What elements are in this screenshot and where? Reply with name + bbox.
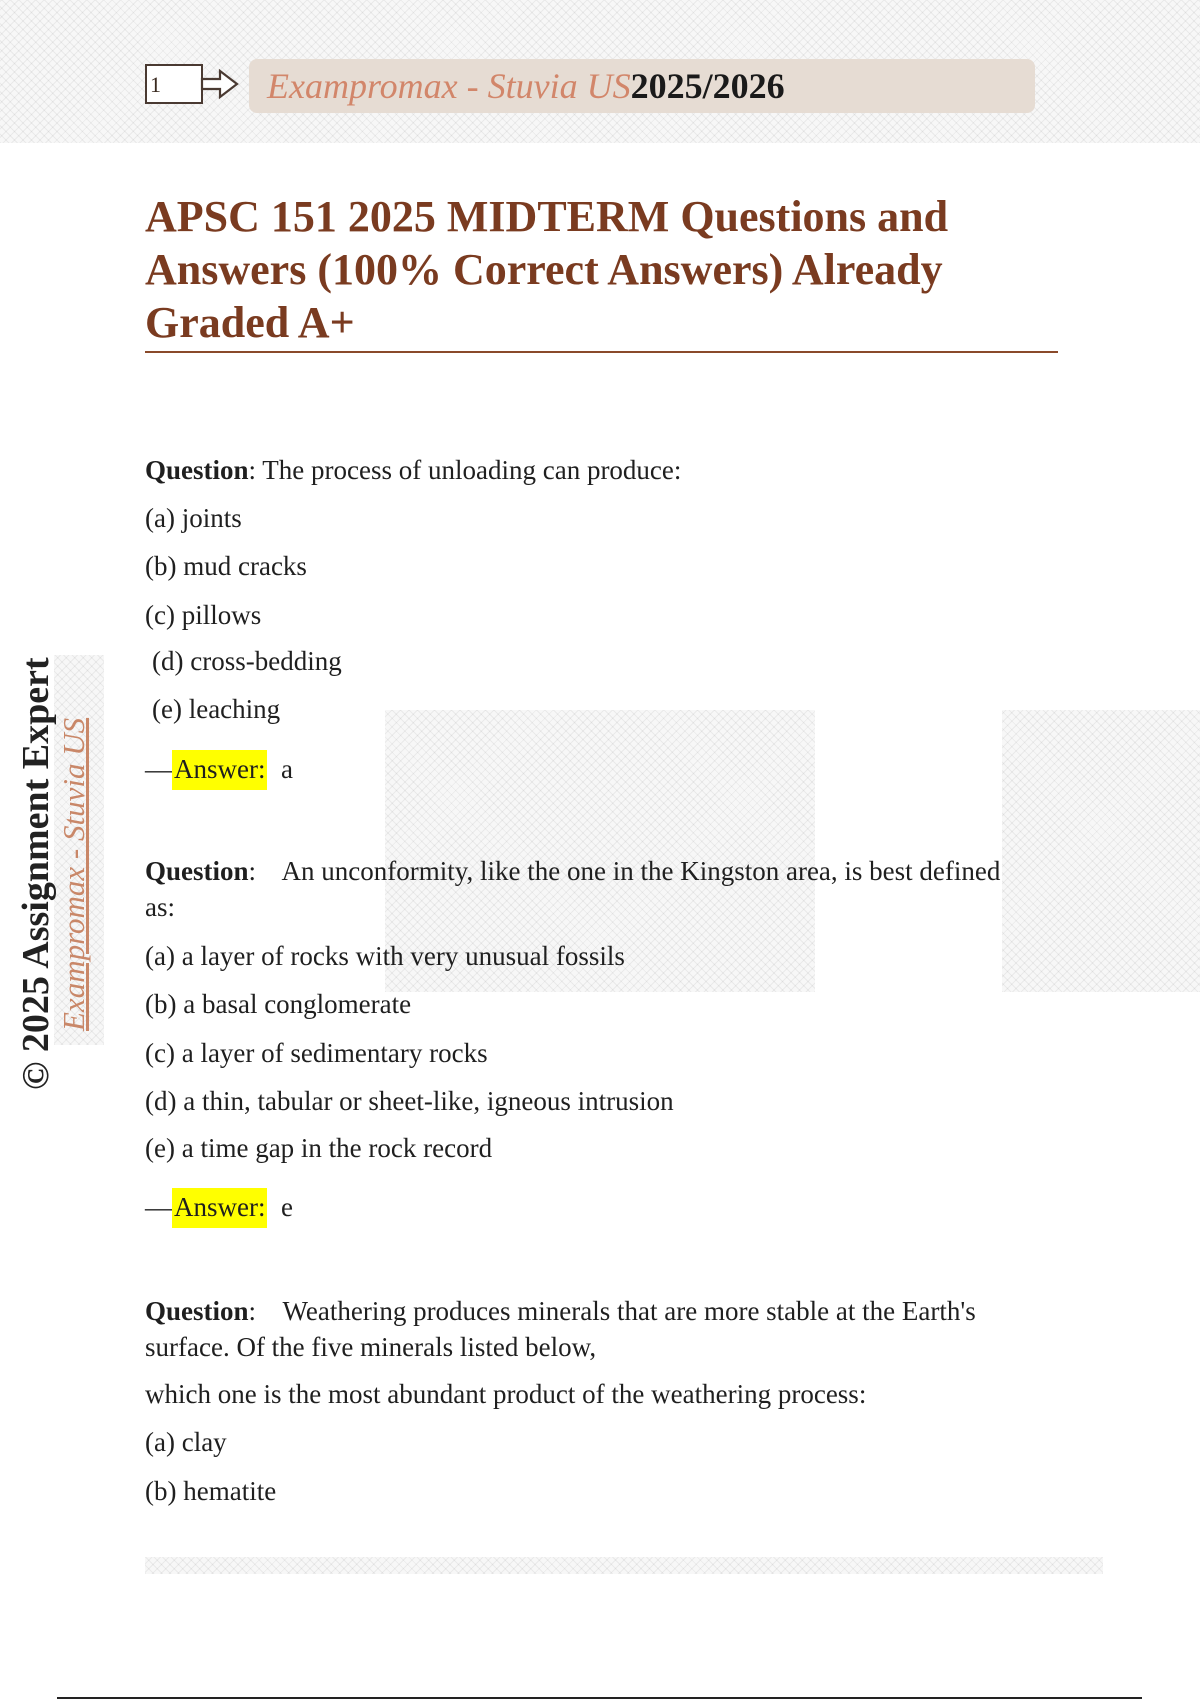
answer-dash: — [145,1192,172,1222]
question-2: Question: An unconformity, like the one in the Kingston area, is best defined as: [145,856,1001,922]
question-1-option-e: (e) leaching [152,694,281,724]
arrow-right-icon [200,68,240,100]
question-1-option-c: (c) pillows [145,600,262,630]
watermark-hatch-right [1002,710,1200,992]
question-1-answer-value: a [280,754,293,784]
question-label: Question [145,856,249,886]
question-1-option-d: (d) cross-bedding [152,646,342,676]
page-number: 1 [150,72,161,97]
question-1-text: The process of unloading can produce: [262,455,682,485]
answer-dash: — [145,754,172,784]
answer-label: Answer: [172,750,267,790]
header-banner [249,59,1035,113]
page-number-box [145,64,203,104]
question-1-option-b: (b) mud cracks [145,551,307,581]
answer-label: Answer: [172,1188,267,1228]
bottom-hatch-strip [145,1557,1103,1574]
document-title [145,190,1025,349]
question-3-option-a: (a) clay [145,1427,227,1457]
footer-rule [57,1697,1142,1699]
question-label: Question [145,455,249,485]
question-1: Question: The process of unloading can produce: [145,455,682,485]
question-2-option-e: (e) a time gap in the rock record [145,1133,493,1163]
question-2-option-d: (d) a thin, tabular or sheet-like, igneous intrusion [145,1086,674,1116]
question-2-answer [145,1189,293,1225]
sidebar-brand: Exampromax - Stuvia US [56,717,91,1031]
sidebar-copyright: © 2025 Assignment Expert [15,657,57,1090]
title-line-1: APSC 151 2025 MIDTERM Questions and [145,192,949,241]
question-1-option-a: (a) joints [145,503,242,533]
title-underline [145,351,1058,353]
question-1-answer [145,751,293,787]
question-label: Question [145,1296,249,1326]
question-2-text: An unconformity, like the one in the Kingston area, is best defined as: [145,856,1001,922]
question-2-option-a: (a) a layer of rocks with very unusual fossils [145,941,625,971]
question-3-option-b: (b) hematite [145,1476,277,1506]
question-3-text: Weathering produces minerals that are more stable at the Earth's surface. Of the five minerals listed below, [145,1296,976,1362]
question-2-option-c: (c) a layer of sedimentary rocks [145,1038,488,1068]
header-brand: Exampromax - Stuvia US2025/2026 [267,66,785,106]
question-2-answer-value: e [280,1192,293,1222]
question-2-option-b: (b) a basal conglomerate [145,989,412,1019]
question-3-text-continued: which one is the most abundant product of the weathering process: [145,1379,867,1409]
title-line-2: Answers (100% Correct Answers) Already [145,245,943,294]
header-year: 2025/2026 [630,66,785,106]
title-line-3: Graded A+ [145,298,355,347]
question-3: Question: Weathering produces minerals that are more stable at the Earth's surface. Of the five minerals listed below, [145,1296,976,1362]
header-band [0,0,1200,143]
